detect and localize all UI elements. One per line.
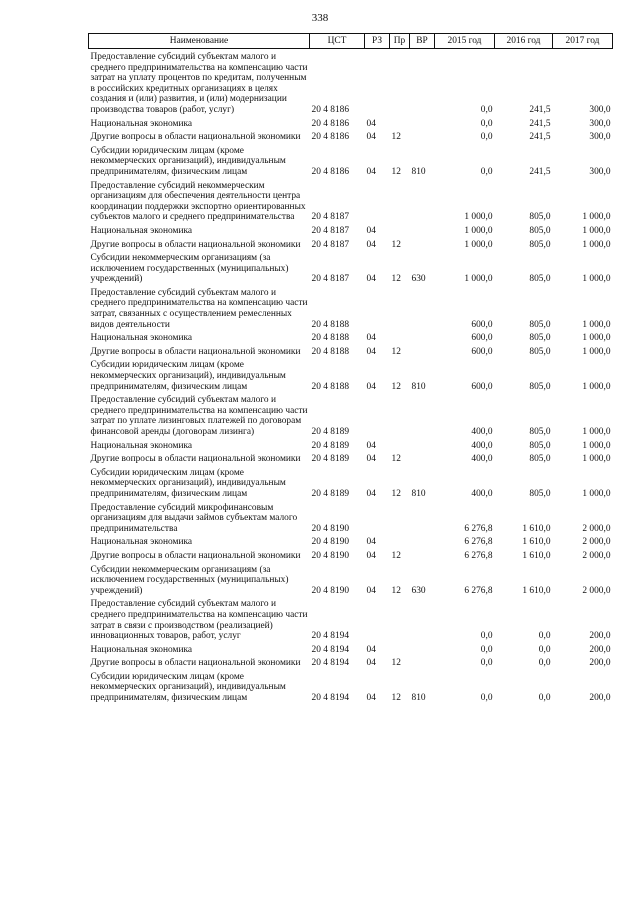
row-2015-cell: 6 276,8	[464, 550, 493, 561]
row-code-cell: 20 4 8188	[311, 381, 349, 392]
row-pr-cell: 12	[391, 658, 401, 669]
row-2015-cell: 0,0	[480, 118, 493, 129]
page-number: 338	[311, 12, 329, 24]
row-vr-cell: 630	[411, 274, 426, 285]
row-name-cell: Другие вопросы в области национальной экономики	[90, 132, 301, 143]
table-row	[89, 285, 613, 330]
row-rz-cell	[365, 500, 390, 535]
row-vr-cell: 810	[411, 166, 426, 177]
row-2017-cell: 2 000,0	[582, 550, 611, 561]
row-vr-cell	[410, 49, 435, 116]
row-pr-cell: 12	[391, 274, 401, 285]
row-2016-cell: 0,0	[538, 658, 551, 669]
row-2015-cell: 600,0	[471, 381, 493, 392]
row-code-cell: 20 4 8189	[311, 427, 349, 437]
row-2017-cell: 1 000,0	[582, 346, 611, 357]
row-vr-cell	[410, 178, 435, 223]
row-rz-cell: 04	[366, 693, 376, 704]
row-2016-cell: 1 610,0	[522, 537, 551, 548]
row-pr-cell	[390, 392, 410, 437]
row-2016-cell: 805,0	[529, 212, 551, 223]
row-2017-cell: 1 000,0	[582, 239, 611, 250]
row-pr-cell	[390, 642, 410, 656]
row-vr-cell	[410, 344, 435, 358]
row-pr-cell	[390, 285, 410, 330]
row-rz-cell: 04	[366, 274, 376, 285]
row-2016-cell: 805,0	[529, 239, 551, 250]
table-header-row	[89, 34, 613, 49]
table-row	[89, 451, 613, 465]
row-vr-cell: 810	[411, 381, 426, 392]
row-2015-cell: 600,0	[471, 346, 493, 357]
row-name-cell: Другие вопросы в области национальной экономики	[90, 658, 301, 669]
row-2016-cell: 805,0	[529, 225, 551, 236]
row-vr-cell	[410, 223, 435, 237]
row-rz-cell: 04	[366, 644, 376, 655]
row-pr-cell	[390, 500, 410, 535]
row-rz-cell	[365, 285, 390, 330]
table-row	[89, 562, 613, 597]
row-2017-cell: 200,0	[589, 631, 611, 642]
row-2017-cell: 1 000,0	[582, 274, 611, 285]
header-2017: 2017 год	[553, 34, 613, 49]
row-code-cell: 20 4 8187	[311, 239, 349, 250]
row-2016-cell: 241,5	[529, 132, 551, 143]
row-vr-cell	[410, 129, 435, 143]
row-vr-cell	[410, 392, 435, 437]
table-row	[89, 438, 613, 452]
row-2016-cell: 805,0	[529, 274, 551, 285]
row-2017-cell: 1 000,0	[582, 333, 611, 344]
row-rz-cell: 04	[366, 658, 376, 669]
row-pr-cell: 12	[391, 239, 401, 250]
row-pr-cell: 12	[391, 585, 401, 596]
row-pr-cell: 12	[391, 550, 401, 561]
table-row	[89, 223, 613, 237]
header-2016: 2016 год	[495, 34, 553, 49]
row-2017-cell: 1 000,0	[582, 427, 611, 437]
row-2016-cell: 805,0	[529, 440, 551, 451]
row-name-cell: Предоставление субсидий субъектам малого и среднего предпринимательства на компенсацию части затрат по уплате лизинговых платежей по договорам финансовой аренды (договорам лизинга)	[90, 395, 308, 437]
table-row	[89, 548, 613, 562]
row-name-cell: Субсидии юридическим лицам (кроме некоммерческих организаций), индивидуальным предпринимателям, физическим лицам	[90, 360, 286, 392]
row-vr-cell: 810	[411, 488, 426, 499]
row-rz-cell: 04	[366, 537, 376, 548]
header-rz: РЗ	[365, 34, 390, 49]
row-name-cell: Другие вопросы в области национальной экономики	[90, 346, 301, 357]
row-2016-cell: 241,5	[529, 118, 551, 129]
row-code-cell: 20 4 8189	[311, 440, 349, 451]
row-vr-cell	[410, 330, 435, 344]
row-name-cell: Субсидии юридическим лицам (кроме некоммерческих организаций), индивидуальным предпринимателям, физическим лицам	[90, 467, 286, 499]
row-name-cell: Национальная экономика	[90, 118, 193, 129]
row-2017-cell: 2 000,0	[582, 585, 611, 596]
row-pr-cell	[390, 596, 410, 641]
row-2016-cell: 0,0	[538, 631, 551, 642]
row-code-cell: 20 4 8194	[311, 631, 349, 642]
row-2017-cell: 300,0	[589, 166, 611, 177]
row-rz-cell: 04	[366, 166, 376, 177]
row-pr-cell	[390, 534, 410, 548]
row-code-cell: 20 4 8189	[311, 454, 349, 465]
row-code-cell: 20 4 8190	[311, 585, 349, 596]
table-row	[89, 237, 613, 251]
row-code-cell: 20 4 8186	[311, 104, 349, 115]
row-2015-cell: 400,0	[471, 488, 493, 499]
row-2015-cell: 1 000,0	[464, 212, 493, 223]
row-vr-cell	[410, 438, 435, 452]
row-vr-cell	[410, 451, 435, 465]
row-code-cell: 20 4 8194	[311, 693, 349, 704]
row-code-cell: 20 4 8190	[311, 537, 349, 548]
row-2016-cell: 0,0	[538, 693, 551, 704]
row-2017-cell: 1 000,0	[582, 319, 611, 330]
row-2017-cell: 2 000,0	[582, 537, 611, 548]
row-rz-cell: 04	[366, 550, 376, 561]
row-vr-cell	[410, 237, 435, 251]
row-name-cell: Предоставление субсидий субъектам малого и среднего предпринимательства на компенсацию части затрат, связанных с осуществлением ремесленных видов деятельности	[90, 287, 308, 330]
row-pr-cell: 12	[391, 381, 401, 392]
row-rz-cell: 04	[366, 333, 376, 344]
table-row	[89, 465, 613, 500]
budget-table	[88, 33, 613, 704]
row-rz-cell: 04	[366, 440, 376, 451]
row-2016-cell: 1 610,0	[522, 550, 551, 561]
row-2016-cell: 241,5	[529, 104, 551, 115]
row-2016-cell: 805,0	[529, 381, 551, 392]
row-2016-cell: 1 610,0	[522, 585, 551, 596]
row-vr-cell	[410, 655, 435, 669]
header-vr: ВР	[410, 34, 435, 49]
table-row	[89, 655, 613, 669]
row-2016-cell: 805,0	[529, 346, 551, 357]
header-name: Наименование	[89, 34, 310, 49]
row-code-cell: 20 4 8189	[311, 488, 349, 499]
row-2015-cell: 6 276,8	[464, 585, 493, 596]
row-2017-cell: 300,0	[589, 118, 611, 129]
row-rz-cell: 04	[366, 239, 376, 250]
row-name-cell: Предоставление субсидий некоммерческим организациям для обеспечения деятельности центра координации поддержки экспортно ориентированных субъектов малого и среднего предпринимательства	[90, 180, 306, 223]
row-code-cell: 20 4 8194	[311, 644, 349, 655]
row-name-cell: Национальная экономика	[90, 225, 193, 236]
row-2015-cell: 6 276,8	[464, 523, 493, 534]
row-rz-cell: 04	[366, 132, 376, 143]
table-row	[89, 330, 613, 344]
row-pr-cell: 12	[391, 346, 401, 357]
row-code-cell: 20 4 8187	[311, 225, 349, 236]
header-code: ЦСТ	[310, 34, 365, 49]
row-2015-cell: 1 000,0	[464, 239, 493, 250]
row-2016-cell: 805,0	[529, 333, 551, 344]
table-row	[89, 49, 613, 116]
row-name-cell: Другие вопросы в области национальной экономики	[90, 454, 301, 465]
row-name-cell: Предоставление субсидий субъектам малого и среднего предпринимательства на компенсацию части затрат на уплату процентов по кредитам, полученным в российских кредитных организациях в целях создания и (или) развития, и (или) модернизации производства товаров (работ, услуг)	[90, 52, 308, 115]
row-rz-cell: 04	[366, 225, 376, 236]
row-rz-cell: 04	[366, 346, 376, 357]
row-vr-cell	[410, 596, 435, 641]
row-pr-cell	[390, 116, 410, 130]
row-vr-cell	[410, 548, 435, 562]
row-code-cell: 20 4 8188	[311, 333, 349, 344]
table-row	[89, 357, 613, 392]
row-2015-cell: 400,0	[471, 427, 493, 437]
row-2015-cell: 0,0	[480, 658, 493, 669]
row-2016-cell: 805,0	[529, 454, 551, 465]
row-code-cell: 20 4 8194	[311, 658, 349, 669]
row-2015-cell: 400,0	[471, 440, 493, 451]
row-rz-cell	[365, 596, 390, 641]
row-vr-cell: 630	[411, 585, 426, 596]
row-2016-cell: 805,0	[529, 488, 551, 499]
row-name-cell: Другие вопросы в области национальной экономики	[90, 550, 301, 561]
row-2016-cell: 1 610,0	[522, 523, 551, 534]
row-pr-cell: 12	[391, 166, 401, 177]
table-row	[89, 143, 613, 178]
row-pr-cell	[390, 178, 410, 223]
row-pr-cell	[390, 49, 410, 116]
row-vr-cell: 810	[411, 693, 426, 704]
row-rz-cell: 04	[366, 118, 376, 129]
row-2015-cell: 6 276,8	[464, 537, 493, 548]
row-2017-cell: 1 000,0	[582, 454, 611, 465]
row-name-cell: Национальная экономика	[90, 537, 193, 548]
row-2016-cell: 241,5	[529, 166, 551, 177]
row-pr-cell: 12	[391, 132, 401, 143]
row-2015-cell: 0,0	[480, 644, 493, 655]
table-row	[89, 669, 613, 704]
row-rz-cell	[365, 392, 390, 437]
row-vr-cell	[410, 285, 435, 330]
row-rz-cell	[365, 49, 390, 116]
row-vr-cell	[410, 642, 435, 656]
row-pr-cell: 12	[391, 454, 401, 465]
row-2015-cell: 0,0	[480, 104, 493, 115]
row-2017-cell: 1 000,0	[582, 440, 611, 451]
row-pr-cell	[390, 330, 410, 344]
row-pr-cell: 12	[391, 488, 401, 499]
row-2017-cell: 1 000,0	[582, 212, 611, 223]
row-code-cell: 20 4 8187	[311, 274, 349, 285]
header-pr: Пр	[390, 34, 410, 49]
row-2017-cell: 300,0	[589, 104, 611, 115]
row-code-cell: 20 4 8186	[311, 132, 349, 143]
row-2015-cell: 0,0	[480, 132, 493, 143]
row-pr-cell: 12	[391, 693, 401, 704]
row-2017-cell: 1 000,0	[582, 381, 611, 392]
table-row	[89, 116, 613, 130]
row-2017-cell: 1 000,0	[582, 225, 611, 236]
row-rz-cell: 04	[366, 488, 376, 499]
row-2015-cell: 1 000,0	[464, 225, 493, 236]
row-name-cell: Субсидии некоммерческим организациям (за исключением государственных (муниципальных) учреждений)	[90, 564, 289, 596]
row-code-cell: 20 4 8187	[311, 212, 349, 223]
row-name-cell: Национальная экономика	[90, 644, 193, 655]
row-rz-cell	[365, 178, 390, 223]
row-code-cell: 20 4 8188	[311, 346, 349, 357]
row-name-cell: Предоставление субсидий субъектам малого и среднего предпринимательства на компенсацию части затрат в связи с производством (реализацией) инновационных товаров, работ, услуг	[90, 599, 308, 642]
row-name-cell: Предоставление субсидий микрофинансовым организациям для выдачи займов субъектам малого предпринимательства	[90, 502, 298, 534]
table-body	[89, 49, 613, 704]
row-pr-cell	[390, 438, 410, 452]
row-name-cell: Другие вопросы в области национальной экономики	[90, 239, 301, 250]
row-code-cell: 20 4 8186	[311, 166, 349, 177]
table-row	[89, 642, 613, 656]
row-2015-cell: 0,0	[480, 631, 493, 642]
row-2017-cell: 200,0	[589, 658, 611, 669]
row-2017-cell: 2 000,0	[582, 523, 611, 534]
row-2015-cell: 600,0	[471, 333, 493, 344]
table-row	[89, 129, 613, 143]
row-2017-cell: 1 000,0	[582, 488, 611, 499]
table-row	[89, 596, 613, 641]
row-vr-cell	[410, 500, 435, 535]
row-2015-cell: 1 000,0	[464, 274, 493, 285]
row-name-cell: Субсидии юридическим лицам (кроме некоммерческих организаций), индивидуальным предпринимателям, физическим лицам	[90, 145, 286, 177]
row-code-cell: 20 4 8188	[311, 319, 349, 330]
row-2016-cell: 805,0	[529, 427, 551, 437]
row-name-cell: Национальная экономика	[90, 333, 193, 344]
row-code-cell: 20 4 8190	[311, 550, 349, 561]
row-2015-cell: 0,0	[480, 693, 493, 704]
row-2015-cell: 400,0	[471, 454, 493, 465]
table-row	[89, 344, 613, 358]
row-2017-cell: 200,0	[589, 644, 611, 655]
row-2017-cell: 300,0	[589, 132, 611, 143]
row-2016-cell: 805,0	[529, 319, 551, 330]
row-code-cell: 20 4 8190	[311, 523, 349, 534]
table-row	[89, 178, 613, 223]
row-2015-cell: 600,0	[471, 319, 493, 330]
row-rz-cell: 04	[366, 454, 376, 465]
row-2017-cell: 200,0	[589, 693, 611, 704]
row-rz-cell: 04	[366, 381, 376, 392]
row-name-cell: Субсидии некоммерческим организациям (за исключением государственных (муниципальных) учреждений)	[90, 253, 289, 285]
table-row	[89, 534, 613, 548]
table-row	[89, 500, 613, 535]
row-rz-cell: 04	[366, 585, 376, 596]
table-row	[89, 250, 613, 285]
row-vr-cell	[410, 534, 435, 548]
row-pr-cell	[390, 223, 410, 237]
row-vr-cell	[410, 116, 435, 130]
row-name-cell: Национальная экономика	[90, 440, 193, 451]
row-2016-cell: 0,0	[538, 644, 551, 655]
row-2015-cell: 0,0	[480, 166, 493, 177]
header-2015: 2015 год	[435, 34, 495, 49]
table-row	[89, 392, 613, 437]
row-name-cell: Субсидии юридическим лицам (кроме некоммерческих организаций), индивидуальным предпринимателям, физическим лицам	[90, 671, 286, 704]
row-code-cell: 20 4 8186	[311, 118, 349, 129]
